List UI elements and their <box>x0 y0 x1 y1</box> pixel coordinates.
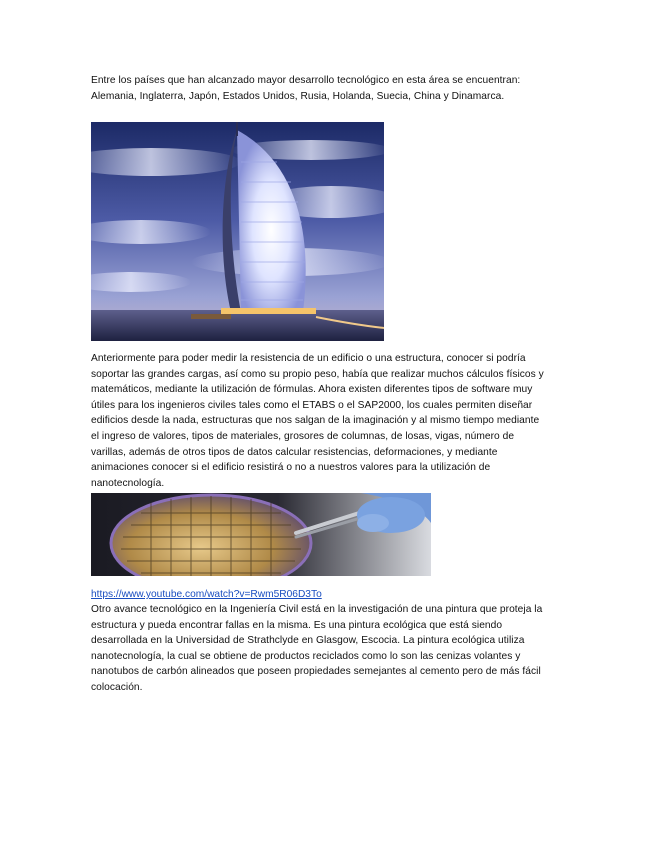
text-line: soportar las grandes cargas, así como su propio peso, había que realizar muchos cálculos físicos y <box>91 368 544 380</box>
text-line: estructura y pueda encontrar fallas en la misma. Es una pintura ecológica que está siendo <box>91 619 503 631</box>
text-line: desarrollada en la Universidad de Strathclyde en Glasgow, Escocia. La pintura ecológica utiliza <box>91 635 525 647</box>
text-line: Anteriormente para poder medir la resistencia de un edificio o una estructura, conocer si podría <box>91 353 526 364</box>
nanotech-wafer-photo <box>91 493 431 576</box>
text-line: nanotubos de carbón alineados que poseen propiedades semejantes al cemento pero de más fácil <box>91 666 541 678</box>
text-line: Otro avance tecnológico en la Ingeniería Civil está en la investigación de una pintura que proteja la <box>91 604 543 615</box>
text-line: colocación. <box>91 681 143 693</box>
paragraph-software <box>91 351 566 491</box>
paragraph-countries <box>91 73 566 104</box>
text-line: nanotecnología. <box>91 477 165 489</box>
text-line: útiles para los ingenieros civiles tales como el ETABS o el SAP2000, los cuales permiten diseñar <box>91 399 533 411</box>
text-line: edificios desde la nada, estructuras que nos salgan de la imaginación y al mismo tiempo mediante <box>91 415 540 427</box>
text-line: Alemania, Inglaterra, Japón, Estados Unidos, Rusia, Holanda, Suecia, China y Dinamarca. <box>91 90 505 102</box>
paragraph-ecological-paint <box>91 602 566 696</box>
text-line: varillas, además de otros tipos de datos calcular resistencias, deformaciones, y mediante <box>91 446 498 458</box>
text-line: matemáticos, mediante la utilización de fórmulas. Ahora existen diferentes tipos de software muy <box>91 384 533 396</box>
text-line: el ingreso de valores, tipos de materiales, grosores de columnas, de losas, vigas, número de <box>91 430 515 442</box>
text-line: animaciones conocer si el edificio resistirá o no a nuestros valores para la utilización de <box>91 462 491 474</box>
text-line: Entre los países que han alcanzado mayor desarrollo tecnológico en esta área se encuentran: <box>91 75 521 86</box>
text-line: nanotecnología, la cual se obtiene de productos reciclados como lo son las cenizas volantes y <box>91 650 521 662</box>
burj-al-arab-photo <box>91 122 384 341</box>
youtube-link[interactable]: https://www.youtube.com/watch?v=Rwm5R06D3To <box>91 589 322 600</box>
